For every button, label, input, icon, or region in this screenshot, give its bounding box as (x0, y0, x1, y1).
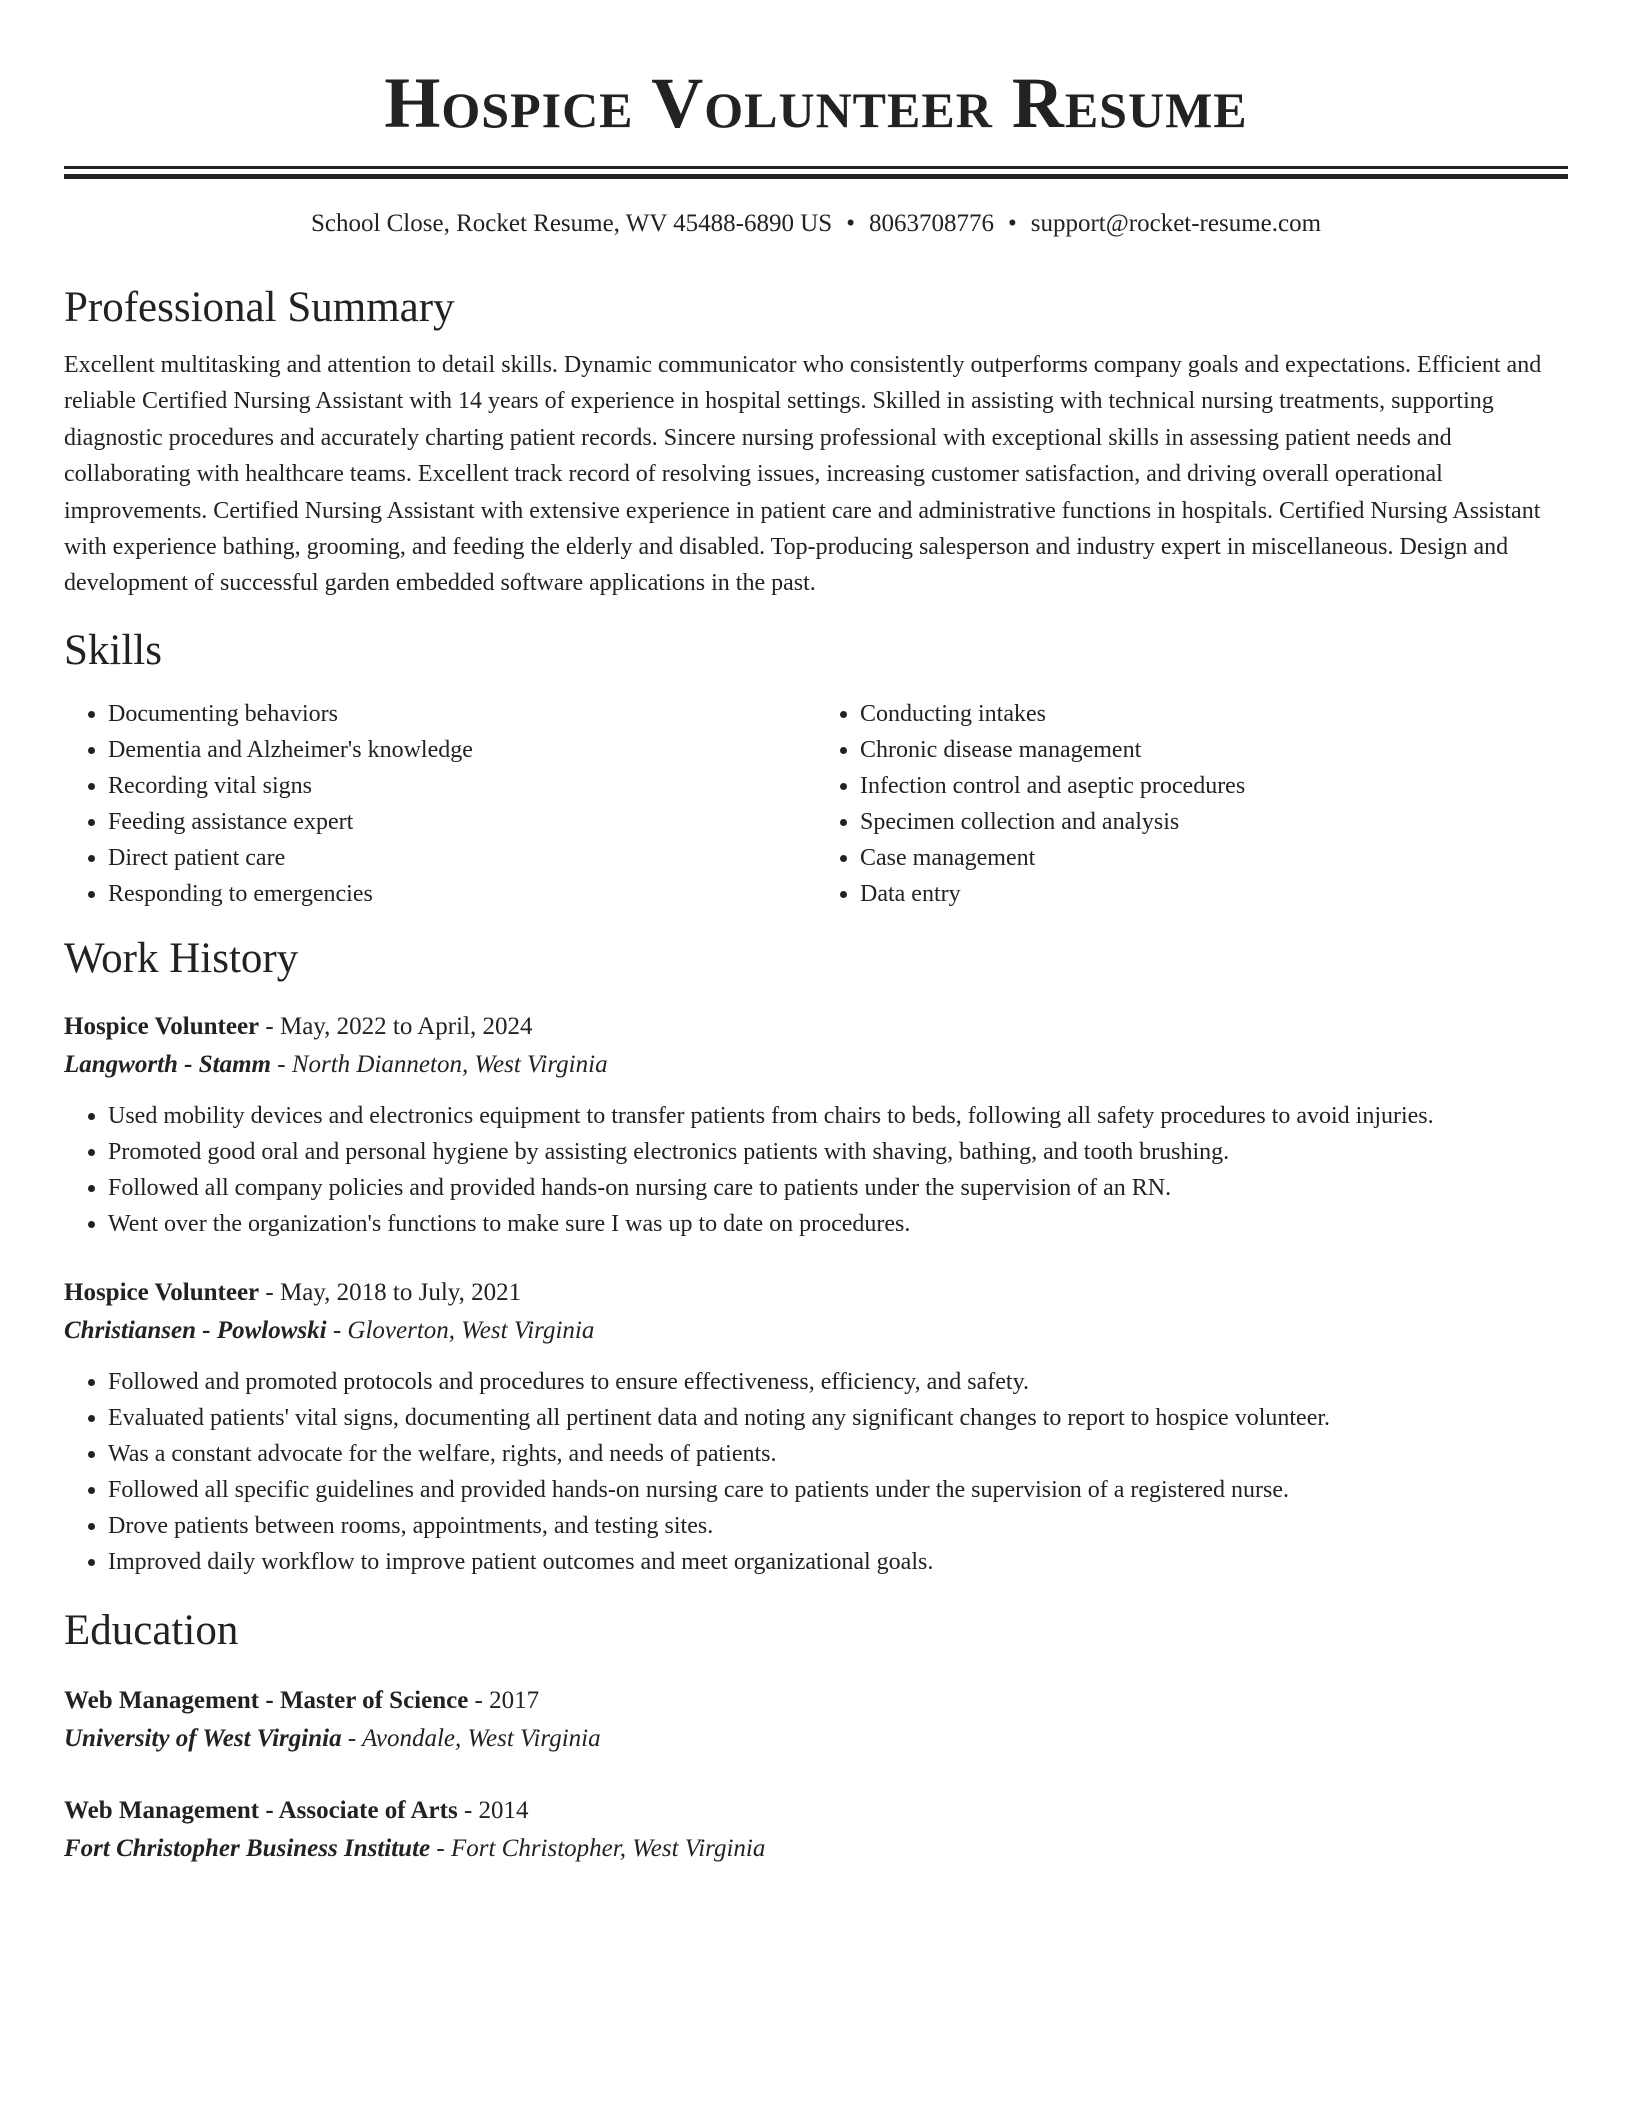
skill-item: • Feeding assistance expert (108, 804, 816, 840)
skills-column-right (816, 696, 1568, 912)
job-bullet: • Went over the organization's functions to make sure I was up to date on procedures. (108, 1206, 1568, 1242)
skill-item: • Responding to emergencies (108, 876, 816, 912)
skill-item: • Conducting intakes (860, 696, 1568, 732)
job-title: Hospice Volunteer (64, 1278, 260, 1306)
contact-separator: • (846, 210, 855, 237)
job-entry (64, 1008, 1568, 1242)
job-dates: - May, 2022 to April, 2024 (259, 1012, 533, 1040)
work-history-heading: Work History (64, 934, 299, 982)
contact-phone: 8063708776 (868, 210, 994, 237)
skills-column-left (64, 696, 816, 912)
job-entry (64, 1274, 1568, 1580)
education-entry (64, 1682, 1568, 1758)
summary-heading: Professional Summary (64, 284, 455, 331)
degree-year: - 2014 (457, 1796, 529, 1824)
skill-item: • Data entry (860, 876, 1568, 912)
job-company-line (64, 1046, 1568, 1084)
job-bullet: • Used mobility devices and electronics equipment to transfer patients from chairs to beds, following all safety procedures to avoid injuries. (108, 1098, 1568, 1134)
job-bullet: • Evaluated patients' vital signs, documenting all pertinent data and noting any significant changes to report to hospice volunteer. (108, 1400, 1568, 1436)
job-location: - North Dianneton, West Virginia (271, 1050, 608, 1078)
degree-line (64, 1682, 1568, 1720)
title-divider (64, 166, 1568, 169)
job-location: - Gloverton, West Virginia (326, 1316, 595, 1344)
skills-list (64, 696, 1568, 912)
contact-separator: • (1007, 210, 1017, 237)
degree-line (64, 1792, 1568, 1830)
job-title-line (64, 1274, 1568, 1312)
job-bullet: • Promoted good oral and personal hygiene by assisting electronics patients with shaving, bathing, and tooth brushing. (108, 1134, 1568, 1170)
job-bullet: • Followed all company policies and provided hands-on nursing care to patients under the supervision of an RN. (108, 1170, 1568, 1206)
job-company-line (64, 1312, 1568, 1350)
contact-line (64, 207, 1568, 241)
job-bullets (64, 1098, 1568, 1242)
summary-text: Excellent multitasking and attention to detail skills. Dynamic communicator who consistently outperforms company goals and expectations. Efficient and reliable Certified Nursing Assistant with 14 years of experience in hospital settings. Skilled in assisting with technical nursing treatments, supporting diagnostic procedures and accurately charting patient records. Sincere nursing professional with exceptional skills in assessing patient needs and collaborating with healthcare teams. Excellent track record of resolving issues, increasing customer satisfaction, and driving overall operational improvements. Certified Nursing Assistant with extensive experience in patient care and administrative functions in hospitals. Certified Nursing Assistant with experience bathing, grooming, and feeding the elderly and disabled. Top-producing salesperson and industry expert in miscellaneous. Design and development of successful garden embedded software applications in the past. (64, 352, 1542, 597)
school-name: Fort Christopher Business Institute (64, 1834, 431, 1862)
skills-heading: Skills (64, 626, 162, 674)
job-bullet: • Was a constant advocate for the welfare, rights, and needs of patients. (108, 1436, 1568, 1472)
page-title: Hospice Volunteer Resume (384, 63, 1248, 143)
contact-address: School Close, Rocket Resume, WV 45488-6890 US (310, 210, 833, 237)
skill-item: • Documenting behaviors (108, 696, 816, 732)
school-line (64, 1830, 1568, 1868)
school-line (64, 1720, 1568, 1758)
job-title-line (64, 1008, 1568, 1046)
degree: Web Management - Associate of Arts (64, 1796, 458, 1824)
education-heading: Education (64, 1606, 239, 1654)
school-location: - Avondale, West Virginia (341, 1724, 601, 1752)
job-bullet: • Followed all specific guidelines and provided hands-on nursing care to patients under the supervision of a registered nurse. (108, 1472, 1568, 1508)
job-bullet: • Followed and promoted protocols and procedures to ensure effectiveness, efficiency, and safety. (108, 1364, 1568, 1400)
education-entry (64, 1792, 1568, 1868)
job-dates: - May, 2018 to July, 2021 (259, 1278, 522, 1306)
school-location: - Fort Christopher, West Virginia (430, 1834, 766, 1862)
skill-item: • Direct patient care (108, 840, 816, 876)
skill-item: • Chronic disease management (860, 732, 1568, 768)
degree-year: - 2017 (468, 1686, 540, 1714)
job-bullet: • Improved daily workflow to improve patient outcomes and meet organizational goals. (108, 1544, 1568, 1580)
skill-item: • Specimen collection and analysis (860, 804, 1568, 840)
job-company: Christiansen - Powlowski (64, 1316, 327, 1344)
skill-item: • Dementia and Alzheimer's knowledge (108, 732, 816, 768)
job-company: Langworth - Stamm (64, 1050, 271, 1078)
job-bullet: • Drove patients between rooms, appointments, and testing sites. (108, 1508, 1568, 1544)
skill-item: • Case management (860, 840, 1568, 876)
job-bullets (64, 1364, 1568, 1580)
school-name: University of West Virginia (64, 1724, 342, 1752)
degree: Web Management - Master of Science (64, 1686, 469, 1714)
skill-item: • Infection control and aseptic procedures (860, 768, 1568, 804)
skill-item: • Recording vital signs (108, 768, 816, 804)
contact-email: support@rocket-resume.com (1030, 210, 1322, 237)
job-title: Hospice Volunteer (64, 1012, 260, 1040)
